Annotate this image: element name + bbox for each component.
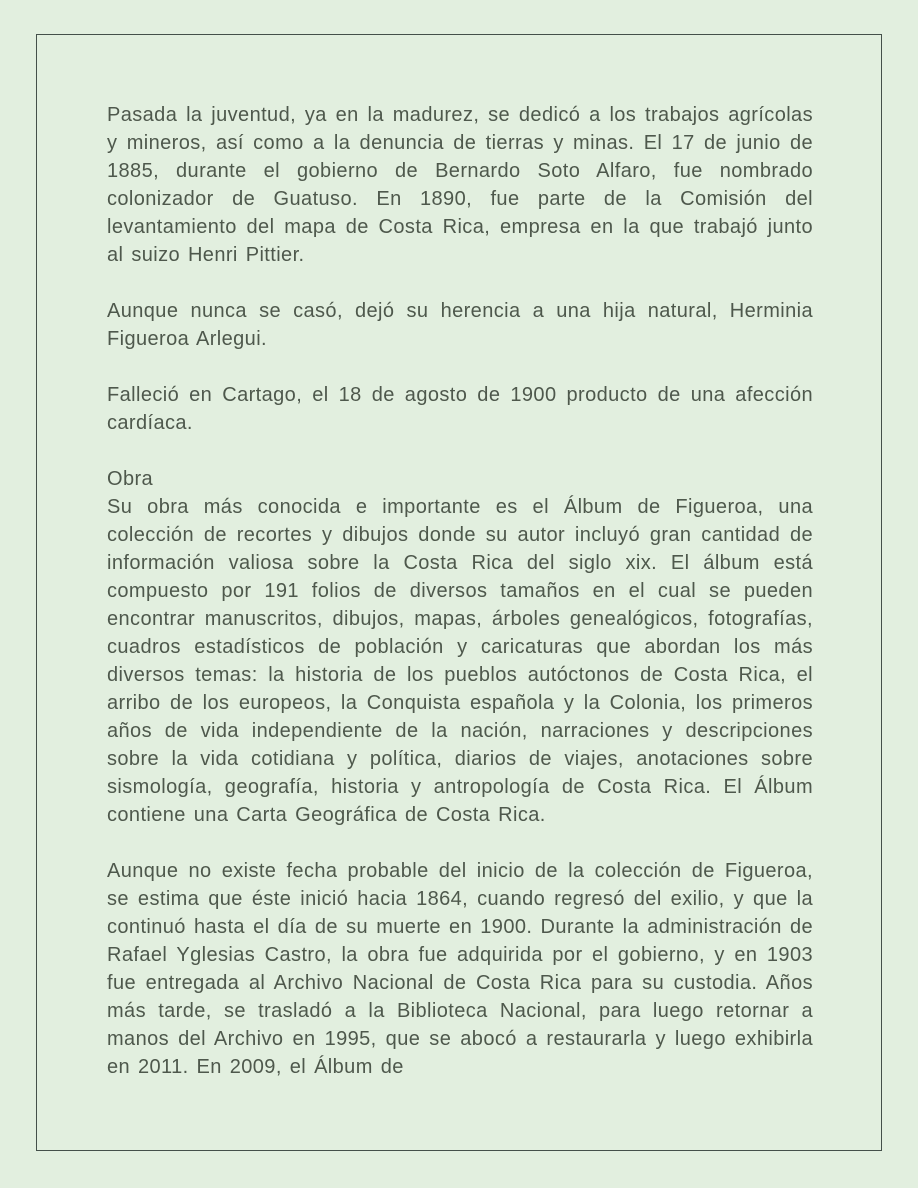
document-text-column <box>107 101 813 1081</box>
paragraph-album-history: Aunque no existe fecha probable del inicio de la colección de Figueroa, se estima que éste inició hacia 1864, cuando regresó del exilio, y que la continuó hasta el día de su muerte en 1900. Durante la administración de Rafael Yglesias Castro, la obra fue adquirida por el gobierno, y en 1903 fue entregada al Archivo Nacional de Costa Rica para su custodia. Años más tarde, se trasladó a la Biblioteca Nacional, para luego retornar a manos del Archivo en 1995, que se abocó a restaurarla y luego exhibirla en 2011. En 2009, el Álbum de <box>107 860 813 1078</box>
paragraph-death: Falleció en Cartago, el 18 de agosto de 1900 producto de una afección cardíaca. <box>107 384 813 434</box>
paragraph-album-description: Su obra más conocida e importante es el Álbum de Figueroa, una colección de recortes y dibujos donde su autor incluyó gran cantidad de información valiosa sobre la Costa Rica del siglo xix. El álbum está compuesto por 191 folios de diversos tamaños en el cual se pueden encontrar manuscritos, dibujos, mapas, árboles genealógicos, fotografías, cuadros estadísticos de población y caricaturas que abordan los más diversos temas: la historia de los pueblos autóctonos de Costa Rica, el arribo de los europeos, la Conquista española y la Colonia, los primeros años de vida independiente de la nación, narraciones y descripciones sobre la vida cotidiana y política, diarios de viajes, anotaciones sobre sismología, geografía, historia y antropología de Costa Rica. El Álbum contiene una Carta Geográfica de Costa Rica. <box>107 496 813 826</box>
paragraph-biography-maturity: Pasada la juventud, ya en la madurez, se dedicó a los trabajos agrícolas y mineros, así como a la denuncia de tierras y minas. El 17 de junio de 1885, durante el gobierno de Bernardo Soto Alfaro, fue nombrado colonizador de Guatuso. En 1890, fue parte de la Comisión del levantamiento del mapa de Costa Rica, empresa en la que trabajó junto al suizo Henri Pittier. <box>107 104 813 266</box>
paragraph-heiress: Aunque nunca se casó, dejó su herencia a una hija natural, Herminia Figueroa Arlegui. <box>107 300 813 350</box>
section-heading-obra: Obra <box>107 468 154 490</box>
document-page-frame <box>36 34 882 1151</box>
